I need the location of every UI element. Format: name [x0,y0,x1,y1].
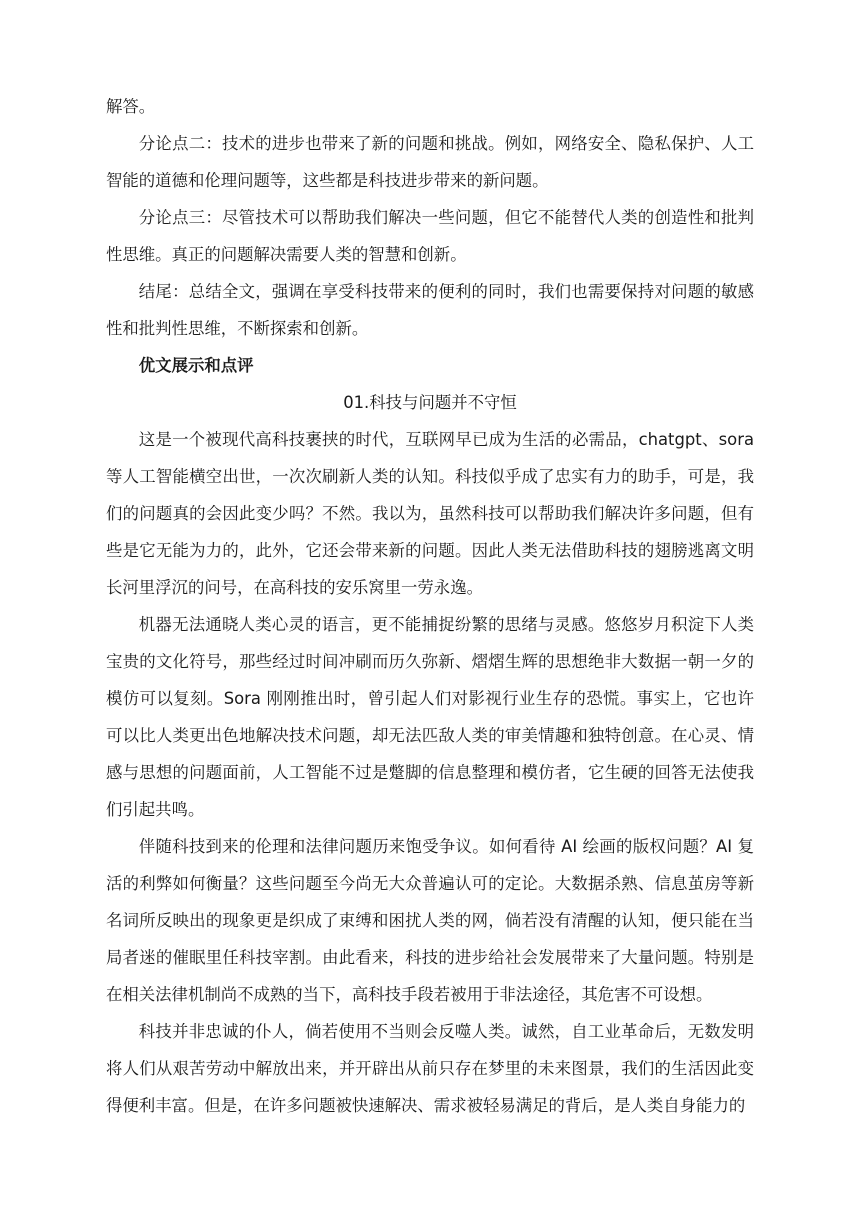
essay-paragraph-3: 伴随科技到来的伦理和法律问题历来饱受争议。如何看待 AI 绘画的版权问题？AI 复活的利弊如何衡量？这些问题至今尚无大众普遍认可的定论。大数据杀熟、信息茧房等新名词所反映出的现象更是织成了束缚和困扰人类的网，倘若没有清醒的认知，便只能在当局者迷的催眠里任科技宰割。由此看来，科技的进步给社会发展带来了大量问题。特别是在相关法律机制尚不成熟的当下，高科技手段若被用于非法途径，其危害不可设想。 [106,837,754,1004]
intro-paragraph-2: 分论点二：技术的进步也带来了新的问题和挑战。例如，网络安全、隐私保护、人工智能的道德和伦理问题等，这些都是科技进步带来的新问题。 [106,134,754,190]
essay-paragraph-1: 这是一个被现代高科技裹挟的时代，互联网早已成为生活的必需品，chatgpt、sora等人工智能横空出世，一次次刷新人类的认知。科技似乎成了忠实有力的助手，可是，我们的问题真的会因此变少吗？不然。我以为，虽然科技可以帮助我们解决许多问题，但有些是它无能为力的，此外，它还会带来新的问题。因此人类无法借助科技的翅膀逃离文明长河里浮沉的问号，在高科技的安乐窝里一劳永逸。 [106,430,754,597]
intro-paragraph-4: 结尾：总结全文，强调在享受科技带来的便利的同时，我们也需要保持对问题的敏感性和批判性思维，不断探索和创新。 [106,282,754,338]
essay-paragraph-2: 机器无法通晓人类心灵的语言，更不能捕捉纷繁的思绪与灵感。悠悠岁月积淀下人类宝贵的文化符号，那些经过时间冲刷而历久弥新、熠熠生辉的思想绝非大数据一朝一夕的模仿可以复刻。Sora 刚刚推出时，曾引起人们对影视行业生存的恐慌。事实上，它也许可以比人类更出色地解决技术问题，却无法匹敌人类的审美情趣和独特创意。在心灵、情感与思想的问题面前，人工智能不过是蹩脚的信息整理和模仿者，它生硬的回答无法使我们引起共鸣。 [106,615,754,819]
essay-paragraph-4: 科技并非忠诚的仆人，倘若使用不当则会反噬人类。诚然，自工业革命后，无数发明将人们从艰苦劳动中解放出来，并开辟出从前只存在梦里的未来图景，我们的生活因此变得便利丰富。但是，在许多问题被快速解决、需求被轻易满足的背后，是人类自身能力的 [106,1022,754,1115]
essay-title: 01.科技与问题并不守恒 [343,393,517,412]
section-heading: 优文展示和点评 [138,356,254,375]
intro-paragraph-3: 分论点三：尽管技术可以帮助我们解决一些问题，但它不能替代人类的创造性和批判性思维。真正的问题解决需要人类的智慧和创新。 [106,208,754,264]
document-page [106,88,754,1124]
intro-paragraph-1: 解答。 [106,97,156,116]
